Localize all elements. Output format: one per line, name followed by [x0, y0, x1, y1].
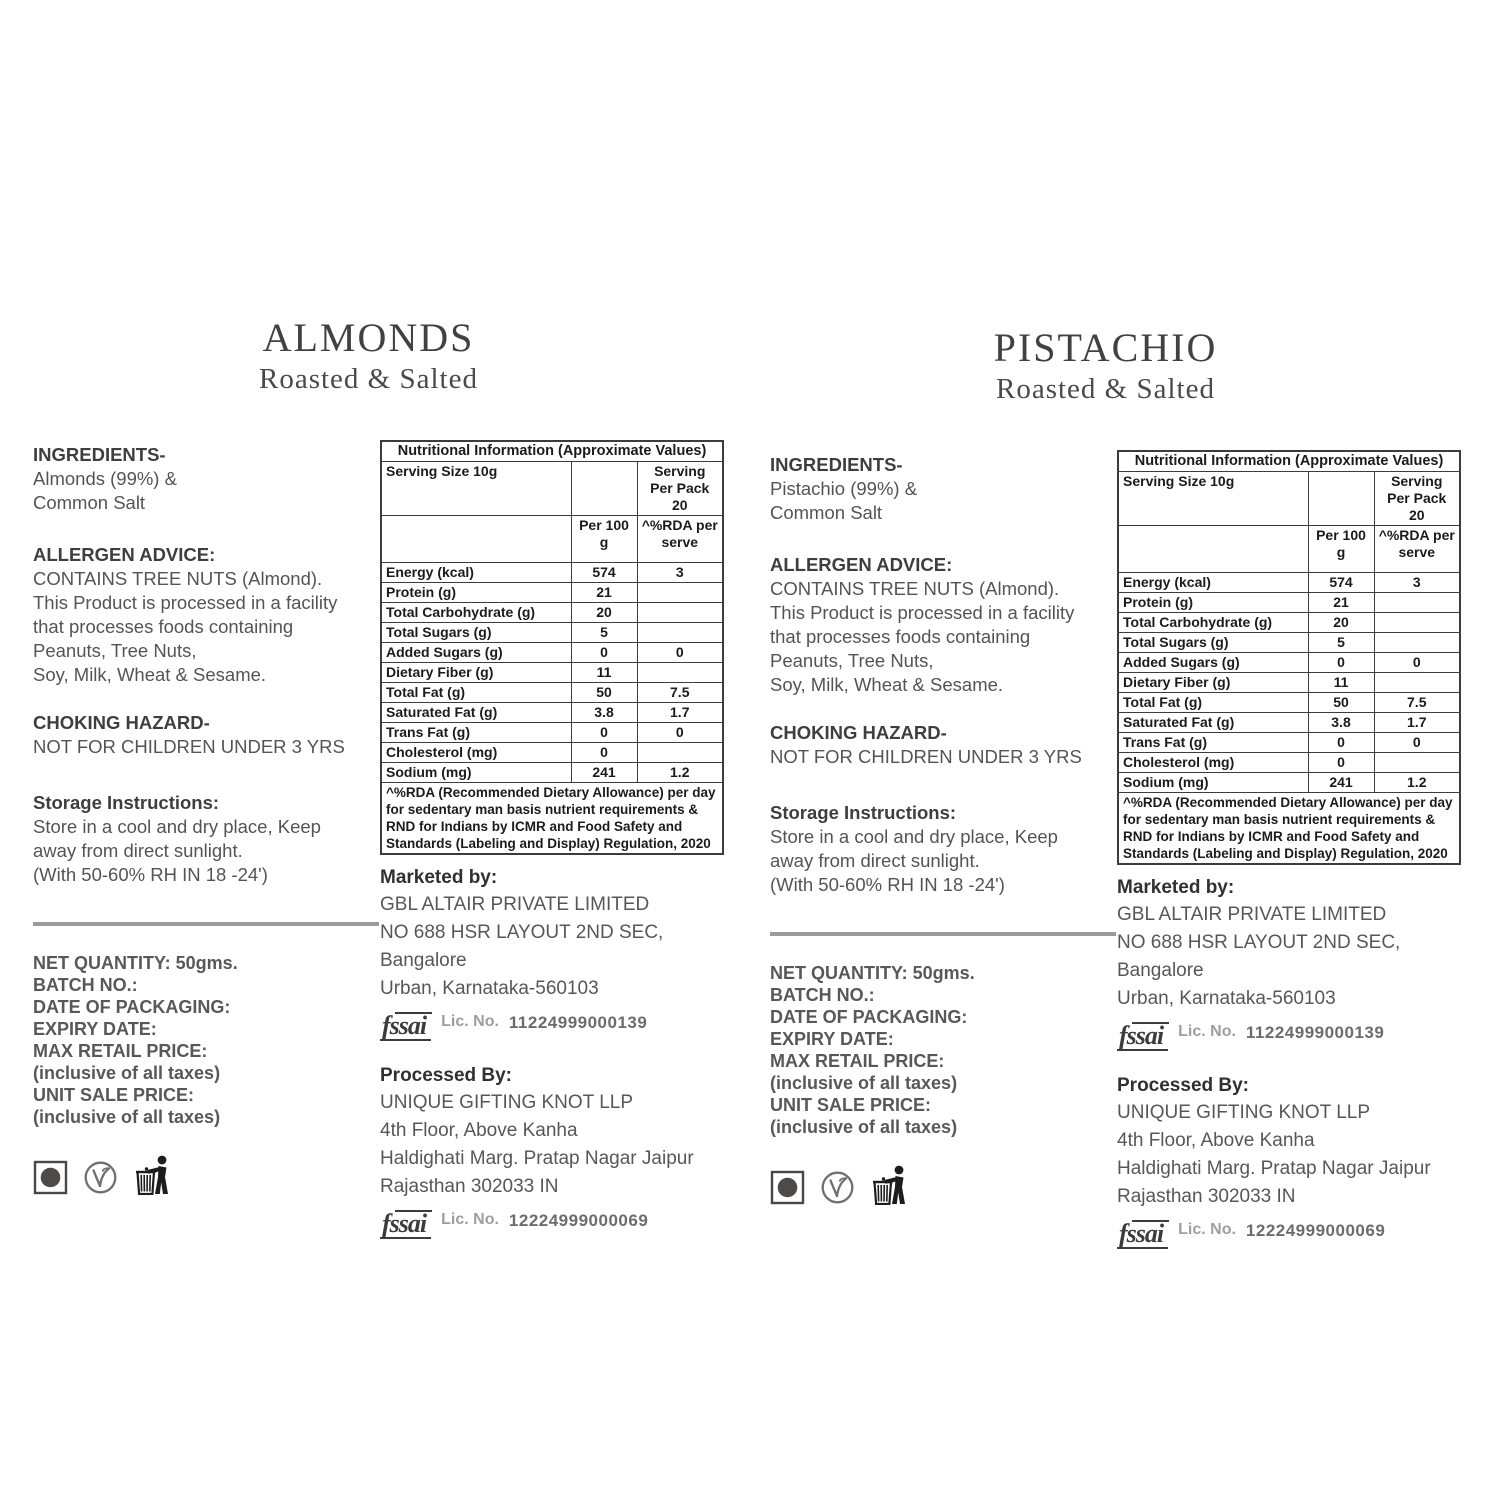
left-column	[33, 443, 387, 1195]
allergen-line: This Product is processed in a facility	[33, 592, 338, 613]
storage-line: (With 50-60% RH IN 18 -24')	[770, 874, 1005, 895]
processed-by-heading: Processed By:	[380, 1065, 513, 1086]
nutrient-label-cell: Energy (kcal)	[381, 563, 571, 583]
veg-mark-icon	[770, 1170, 805, 1205]
nutrition-table	[1117, 450, 1461, 865]
nutrient-per100-cell: 50	[1308, 693, 1374, 713]
nutrient-label-cell: Added Sugars (g)	[1118, 653, 1308, 673]
nutrient-rda-cell	[637, 603, 723, 623]
nutrient-label-cell: Sodium (mg)	[1118, 773, 1308, 793]
declaration-line: (inclusive of all taxes)	[33, 1063, 221, 1083]
nutrient-rda-cell: 0	[637, 723, 723, 743]
nutrient-per100-cell: 0	[571, 743, 637, 763]
choking-hazard-line: NOT FOR CHILDREN UNDER 3 YRS	[33, 736, 345, 757]
serving-row	[1118, 472, 1460, 526]
marketed-by-address-line: Urban, Karnataka-560103	[1117, 988, 1336, 1009]
footnote-line: ^%RDA (Recommended Dietary Allowance) per day	[1123, 795, 1453, 810]
fssai-logo: fssai	[1117, 1220, 1168, 1249]
declaration-line: MAX RETAIL PRICE:	[33, 1041, 208, 1061]
nutrient-row	[1118, 713, 1460, 733]
marketed-by-address-line: NO 688 HSR LAYOUT 2ND SEC,	[1117, 932, 1401, 953]
nutrient-per100-cell: 21	[571, 583, 637, 603]
license-number: 12224999000069	[508, 1211, 649, 1230]
product-subtitle: Roasted & Salted	[996, 373, 1215, 405]
declaration-line: EXPIRY DATE:	[33, 1019, 157, 1039]
processed-by-address-line: 4th Floor, Above Kanha	[1117, 1130, 1315, 1151]
nutrient-per100-cell: 0	[1308, 733, 1374, 753]
nutrient-per100-cell: 50	[571, 683, 637, 703]
license-label: Lic. No.	[441, 1013, 499, 1030]
nutrient-rda-cell	[1374, 673, 1460, 693]
serving-row	[381, 462, 723, 516]
ingredients-line: Pistachio (99%) &	[770, 478, 918, 499]
nutrient-row	[381, 683, 723, 703]
nutrient-row	[381, 723, 723, 743]
nutrient-rda-cell: 1.7	[1374, 713, 1460, 733]
nutrient-per100-cell: 21	[1308, 593, 1374, 613]
nutrient-label-cell: Total Carbohydrate (g)	[1118, 613, 1308, 633]
ingredients-section	[33, 443, 387, 515]
ingredients-line: Common Salt	[770, 502, 883, 523]
nutrient-row	[381, 603, 723, 623]
nutrient-label-cell: Dietary Fiber (g)	[1118, 673, 1308, 693]
nutrient-per100-cell: 11	[571, 663, 637, 683]
nutrient-label-cell: Energy (kcal)	[1118, 573, 1308, 593]
marketed-by-address-line: Bangalore	[1117, 960, 1204, 981]
table-footnote-cell	[381, 783, 723, 855]
fssai-logo: fssai	[380, 1210, 431, 1239]
serving-per-pack-cell: Serving Per Pack 20	[637, 462, 723, 516]
allergen-line: This Product is processed in a facility	[770, 602, 1075, 623]
nutrient-label-cell: Saturated Fat (g)	[381, 703, 571, 723]
allergen-line: that processes foods containing	[770, 626, 1031, 647]
declaration-line: BATCH NO.:	[770, 985, 875, 1005]
nutrient-label-cell: Total Sugars (g)	[1118, 633, 1308, 653]
choking-hazard-lines	[33, 735, 387, 759]
nutrient-rda-cell: 7.5	[637, 683, 723, 703]
nutrient-per100-cell: 0	[571, 723, 637, 743]
declarations-block	[770, 962, 1124, 1138]
table-title-row	[381, 441, 723, 462]
nutrient-row	[1118, 653, 1460, 673]
allergen-line: Peanuts, Tree Nuts,	[33, 640, 197, 661]
left-column	[770, 453, 1124, 1205]
processed-by-address-line: Rajasthan 302033 IN	[1117, 1186, 1296, 1207]
declaration-line: NET QUANTITY: 50gms.	[770, 963, 975, 983]
nutrient-rda-cell: 1.2	[637, 763, 723, 783]
serving-per-pack-cell: Serving Per Pack 20	[1374, 472, 1460, 526]
declaration-line: MAX RETAIL PRICE:	[770, 1051, 945, 1071]
allergen-heading: ALLERGEN ADVICE:	[770, 554, 953, 575]
nutrient-row	[1118, 733, 1460, 753]
nutrient-label-cell: Added Sugars (g)	[381, 643, 571, 663]
nutrient-row	[1118, 633, 1460, 653]
nutrient-per100-cell: 574	[571, 563, 637, 583]
marketed-by-license-row	[1117, 1017, 1459, 1051]
nutrient-row	[1118, 773, 1460, 793]
processed-by-address-line: Haldighati Marg. Pratap Nagar Jaipur	[1117, 1158, 1431, 1179]
storage-line: away from direct sunlight.	[770, 850, 980, 871]
product-title: ALMONDS	[262, 315, 475, 360]
nutrient-label-cell: Protein (g)	[381, 583, 571, 603]
processed-by-heading: Processed By:	[1117, 1075, 1250, 1096]
nutrient-label-cell: Total Sugars (g)	[381, 623, 571, 643]
nutrient-row	[381, 763, 723, 783]
processed-by-address-line: Rajasthan 302033 IN	[380, 1176, 559, 1197]
storage-line: (With 50-60% RH IN 18 -24')	[33, 864, 268, 885]
footnote-line: for sedentary man basis nutrient requirements &	[386, 802, 699, 817]
nutrient-rda-cell: 0	[637, 643, 723, 663]
nutrient-rda-cell	[1374, 633, 1460, 653]
choking-hazard-section	[33, 711, 387, 759]
license-label: Lic. No.	[1178, 1221, 1236, 1238]
processed-by-address-line: UNIQUE GIFTING KNOT LLP	[1117, 1102, 1371, 1123]
declaration-line: BATCH NO.:	[33, 975, 138, 995]
table-footnote-cell	[1118, 793, 1460, 865]
processed-by-address	[380, 1089, 722, 1201]
processed-by-address	[1117, 1099, 1459, 1211]
nutrient-rda-cell	[637, 583, 723, 603]
allergen-section	[770, 553, 1124, 697]
nutrient-rda-cell	[637, 663, 723, 683]
fssai-logo: fssai	[1117, 1022, 1168, 1051]
nutrient-rda-cell: 3	[637, 563, 723, 583]
nutrition-table	[380, 440, 724, 855]
divider	[770, 932, 1116, 936]
declaration-line: UNIT SALE PRICE:	[33, 1085, 195, 1105]
storage-line: Store in a cool and dry place, Keep	[770, 826, 1058, 847]
vegan-icon	[83, 1160, 118, 1195]
per-100g-header-cell: Per 100 g	[571, 516, 637, 563]
rda-header-cell: ^%RDA per serve	[1374, 526, 1460, 573]
ingredients-line: Almonds (99%) &	[33, 468, 177, 489]
license-number: 11224999000139	[1245, 1023, 1385, 1042]
footnote-line: RND for Indians by ICMR and Food Safety and	[386, 819, 683, 834]
nutrition-table-title: Nutritional Information (Approximate Values)	[381, 441, 723, 462]
license-label: Lic. No.	[441, 1211, 499, 1228]
nutrient-per100-cell: 574	[1308, 573, 1374, 593]
ingredients-heading: INGREDIENTS-	[770, 454, 903, 475]
nutrient-row	[381, 563, 723, 583]
marketed-by-address	[380, 891, 722, 1003]
empty-cell	[1118, 526, 1308, 573]
nutrient-rda-cell: 1.7	[637, 703, 723, 723]
marketed-by-address-line: GBL ALTAIR PRIVATE LIMITED	[380, 894, 650, 915]
nutrient-row	[1118, 673, 1460, 693]
choking-hazard-heading: CHOKING HAZARD-	[33, 712, 210, 733]
storage-heading: Storage Instructions:	[33, 792, 220, 813]
title-block	[737, 326, 1474, 406]
icons-row	[770, 1165, 1124, 1205]
storage-line: Store in a cool and dry place, Keep	[33, 816, 321, 837]
declaration-line: (inclusive of all taxes)	[33, 1107, 221, 1127]
choking-hazard-line: NOT FOR CHILDREN UNDER 3 YRS	[770, 746, 1082, 767]
nutrient-row	[1118, 693, 1460, 713]
right-column	[380, 440, 722, 1239]
declaration-line: EXPIRY DATE:	[770, 1029, 894, 1049]
ingredients-heading: INGREDIENTS-	[33, 444, 166, 465]
allergen-lines	[770, 577, 1124, 697]
nutrient-row	[381, 663, 723, 683]
nutrient-rda-cell	[637, 623, 723, 643]
processed-by-section	[380, 1063, 722, 1239]
nutrient-label-cell: Dietary Fiber (g)	[381, 663, 571, 683]
product-panel	[737, 10, 1474, 1510]
allergen-lines	[33, 567, 387, 687]
processed-by-address-line: UNIQUE GIFTING KNOT LLP	[380, 1092, 634, 1113]
declaration-line: (inclusive of all taxes)	[770, 1117, 958, 1137]
nutrient-rda-cell	[1374, 593, 1460, 613]
nutrient-label-cell: Total Carbohydrate (g)	[381, 603, 571, 623]
divider	[33, 922, 379, 926]
nutrient-per100-cell: 0	[571, 643, 637, 663]
vegan-icon	[820, 1170, 855, 1205]
nutrient-row	[1118, 753, 1460, 773]
footnote-line: Standards (Labeling and Display) Regulation, 2020	[1123, 846, 1448, 861]
storage-section	[33, 791, 387, 887]
nutrient-row	[381, 643, 723, 663]
nutrient-label-cell: Total Fat (g)	[1118, 693, 1308, 713]
nutrient-label-cell: Total Fat (g)	[381, 683, 571, 703]
nutrient-row	[381, 743, 723, 763]
declaration-line: DATE OF PACKAGING:	[33, 997, 231, 1017]
license-number: 11224999000139	[508, 1013, 648, 1032]
nutrient-per100-cell: 0	[1308, 753, 1374, 773]
nutrient-label-cell: Cholesterol (mg)	[1118, 753, 1308, 773]
ingredients-lines	[33, 467, 387, 515]
storage-line: away from direct sunlight.	[33, 840, 243, 861]
per-100g-header-cell: Per 100 g	[1308, 526, 1374, 573]
storage-lines	[770, 825, 1124, 897]
allergen-heading: ALLERGEN ADVICE:	[33, 544, 216, 565]
marketed-by-heading: Marketed by:	[1117, 877, 1235, 898]
marketed-by-address-line: Bangalore	[380, 950, 467, 971]
ingredients-line: Common Salt	[33, 492, 146, 513]
unit-header-row	[1118, 526, 1460, 573]
marketed-by-address-line: NO 688 HSR LAYOUT 2ND SEC,	[380, 922, 664, 943]
fssai-logo: fssai	[380, 1012, 431, 1041]
marketed-by-heading: Marketed by:	[380, 867, 498, 888]
empty-cell	[381, 516, 571, 563]
processed-by-license-row	[1117, 1215, 1459, 1249]
marketed-by-address-line: Urban, Karnataka-560103	[380, 978, 599, 999]
nutrient-per100-cell: 11	[1308, 673, 1374, 693]
nutrient-row	[381, 583, 723, 603]
nutrient-per100-cell: 241	[571, 763, 637, 783]
nutrient-row	[381, 623, 723, 643]
declaration-line: NET QUANTITY: 50gms.	[33, 953, 238, 973]
tidy-man-icon	[870, 1164, 910, 1205]
product-panel	[0, 0, 737, 1500]
product-subtitle: Roasted & Salted	[259, 363, 478, 395]
nutrient-label-cell: Cholesterol (mg)	[381, 743, 571, 763]
declaration-line: UNIT SALE PRICE:	[770, 1095, 932, 1115]
allergen-line: Peanuts, Tree Nuts,	[770, 650, 934, 671]
nutrient-label-cell: Trans Fat (g)	[1118, 733, 1308, 753]
choking-hazard-heading: CHOKING HAZARD-	[770, 722, 947, 743]
nutrient-per100-cell: 0	[1308, 653, 1374, 673]
marketed-by-address-line: GBL ALTAIR PRIVATE LIMITED	[1117, 904, 1387, 925]
nutrient-label-cell: Protein (g)	[1118, 593, 1308, 613]
table-title-row	[1118, 451, 1460, 472]
license-number: 12224999000069	[1245, 1221, 1386, 1240]
product-title: PISTACHIO	[993, 325, 1218, 370]
nutrient-per100-cell: 5	[571, 623, 637, 643]
storage-lines	[33, 815, 387, 887]
storage-section	[770, 801, 1124, 897]
nutrient-per100-cell: 5	[1308, 633, 1374, 653]
nutrient-per100-cell: 3.8	[571, 703, 637, 723]
processed-by-address-line: 4th Floor, Above Kanha	[380, 1120, 578, 1141]
allergen-line: Soy, Milk, Wheat & Sesame.	[33, 664, 267, 685]
rda-header-cell: ^%RDA per serve	[637, 516, 723, 563]
processed-by-address-line: Haldighati Marg. Pratap Nagar Jaipur	[380, 1148, 694, 1169]
nutrient-label-cell: Sodium (mg)	[381, 763, 571, 783]
footnote-line: for sedentary man basis nutrient requirements &	[1123, 812, 1436, 827]
storage-heading: Storage Instructions:	[770, 802, 957, 823]
footnote-line: RND for Indians by ICMR and Food Safety and	[1123, 829, 1420, 844]
nutrient-per100-cell: 3.8	[1308, 713, 1374, 733]
ingredients-lines	[770, 477, 1124, 525]
nutrient-label-cell: Saturated Fat (g)	[1118, 713, 1308, 733]
allergen-section	[33, 543, 387, 687]
ingredients-section	[770, 453, 1124, 525]
declaration-line: DATE OF PACKAGING:	[770, 1007, 968, 1027]
nutrient-per100-cell: 241	[1308, 773, 1374, 793]
allergen-line: that processes foods containing	[33, 616, 294, 637]
license-label: Lic. No.	[1178, 1023, 1236, 1040]
marketed-by-section	[1117, 875, 1459, 1051]
nutrient-rda-cell: 3	[1374, 573, 1460, 593]
nutrient-rda-cell: 0	[1374, 733, 1460, 753]
nutrient-row	[1118, 573, 1460, 593]
allergen-line: CONTAINS TREE NUTS (Almond).	[770, 578, 1060, 599]
nutrient-per100-cell: 20	[571, 603, 637, 623]
choking-hazard-lines	[770, 745, 1124, 769]
right-column	[1117, 450, 1459, 1249]
nutrient-row	[1118, 613, 1460, 633]
declarations-block	[33, 952, 387, 1128]
nutrient-rda-cell: 7.5	[1374, 693, 1460, 713]
empty-cell	[571, 462, 637, 516]
serving-size-cell: Serving Size 10g	[381, 462, 571, 516]
tidy-man-icon	[133, 1154, 173, 1195]
nutrient-row	[381, 703, 723, 723]
allergen-line: Soy, Milk, Wheat & Sesame.	[770, 674, 1004, 695]
marketed-by-license-row	[380, 1007, 722, 1041]
table-footnote-row	[381, 783, 723, 855]
footnote-line: ^%RDA (Recommended Dietary Allowance) per day	[386, 785, 716, 800]
declaration-line: (inclusive of all taxes)	[770, 1073, 958, 1093]
nutrient-row	[1118, 593, 1460, 613]
nutrient-label-cell: Trans Fat (g)	[381, 723, 571, 743]
choking-hazard-section	[770, 721, 1124, 769]
empty-cell	[1308, 472, 1374, 526]
veg-mark-icon	[33, 1160, 68, 1195]
processed-by-section	[1117, 1073, 1459, 1249]
table-footnote-row	[1118, 793, 1460, 865]
marketed-by-address	[1117, 901, 1459, 1013]
nutrient-per100-cell: 20	[1308, 613, 1374, 633]
nutrition-table-title: Nutritional Information (Approximate Values)	[1118, 451, 1460, 472]
footnote-line: Standards (Labeling and Display) Regulation, 2020	[386, 836, 711, 851]
nutrient-rda-cell	[637, 743, 723, 763]
icons-row	[33, 1155, 387, 1195]
nutrient-rda-cell: 0	[1374, 653, 1460, 673]
nutrient-rda-cell: 1.2	[1374, 773, 1460, 793]
serving-size-cell: Serving Size 10g	[1118, 472, 1308, 526]
nutrient-rda-cell	[1374, 613, 1460, 633]
title-block	[0, 316, 737, 396]
processed-by-license-row	[380, 1205, 722, 1239]
allergen-line: CONTAINS TREE NUTS (Almond).	[33, 568, 323, 589]
marketed-by-section	[380, 865, 722, 1041]
unit-header-row	[381, 516, 723, 563]
nutrient-rda-cell	[1374, 753, 1460, 773]
